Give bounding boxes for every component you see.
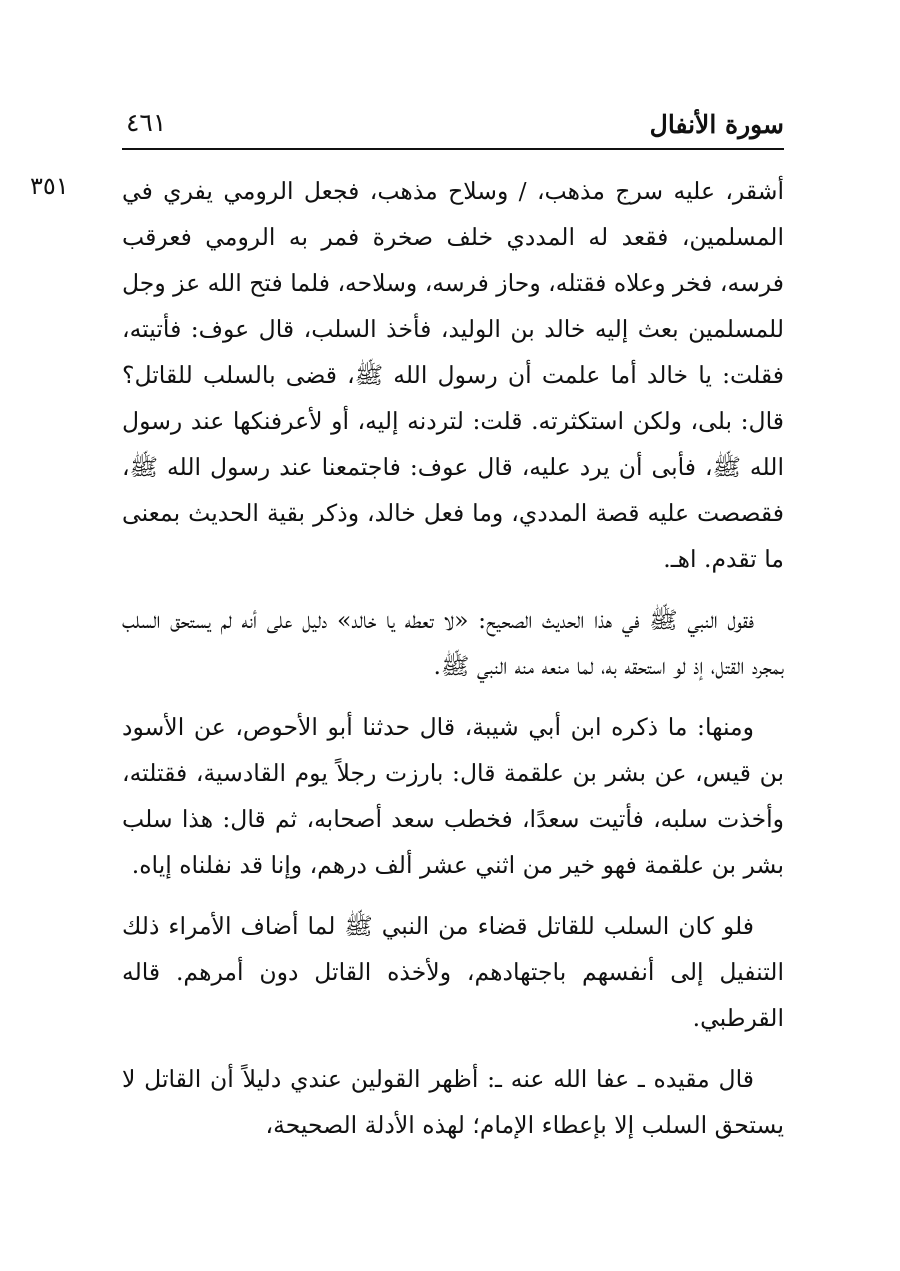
main-text	[122, 168, 784, 1148]
paragraph-4: فلو كان السلب للقاتل قضاء من النبي ﷺ لما أضاف الأمراء ذلك التنفيل إلى أنفسهم باجتهادهم، ولأخذه القاتل دون أمرهم. قاله القرطبي.	[122, 912, 784, 1032]
paragraph-2: فقول النبي ﷺ في هذا الحديث الصحيح: «لا تعطه يا خالد» دليل على أنه لم يستحق السلب بمجرد القتل، إذ لو استحقه به، لما منعه منه النبي ﷺ.	[122, 606, 784, 680]
page-header	[122, 108, 784, 148]
header-divider	[122, 148, 784, 150]
margin-reference-number: ٣٥١	[30, 172, 69, 200]
paragraph-3: ومنها: ما ذكره ابن أبي شيبة، قال حدثنا أبو الأحوص، عن الأسود بن قيس، عن بشر بن علقمة قال: بارزت رجلاً يوم القادسية، فقتلته، وأخذت سلبه، فأتيت سعدًا، فخطب سعد أصحابه، ثم قال: هذا سلب بشر بن علقمة فهو خير من اثني عشر ألف درهم، وإنا قد نفلناه إياه.	[122, 713, 784, 879]
page-number: ٤٦١	[126, 108, 167, 137]
paragraph-1: أشقر، عليه سرج مذهب، / وسلاح مذهب، فجعل الرومي يفري في المسلمين، فقعد له المددي خلف صخرة فمر به الرومي فعرقب فرسه، فخر وعلاه فقتله، وحاز فرسه، وسلاحه، فلما فتح الله عز وجل للمسلمين بعث إليه خالد بن الوليد، فأخذ السلب، قال عوف: فأتيته، فقلت: يا خالد أما علمت أن رسول الله ﷺ، قضى بالسلب للقاتل؟ قال: بلى، ولكن استكثرته. قلت: لتردنه إليه، أو لأعرفنكها عند رسول الله ﷺ، فأبى أن يرد عليه، قال عوف: فاجتمعنا عند رسول الله ﷺ، فقصصت عليه قصة المددي، وما فعل خالد، وذكر بقية الحديث بمعنى ما تقدم. اهـ.	[122, 177, 784, 573]
surah-title: سورة الأنفال	[649, 110, 784, 139]
paragraph-5: قال مقيده ـ عفا الله عنه ـ: أظهر القولين عندي دليلاً أن القاتل لا يستحق السلب إلا بإعطاء الإمام؛ لهذه الأدلة الصحيحة،	[122, 1065, 784, 1139]
